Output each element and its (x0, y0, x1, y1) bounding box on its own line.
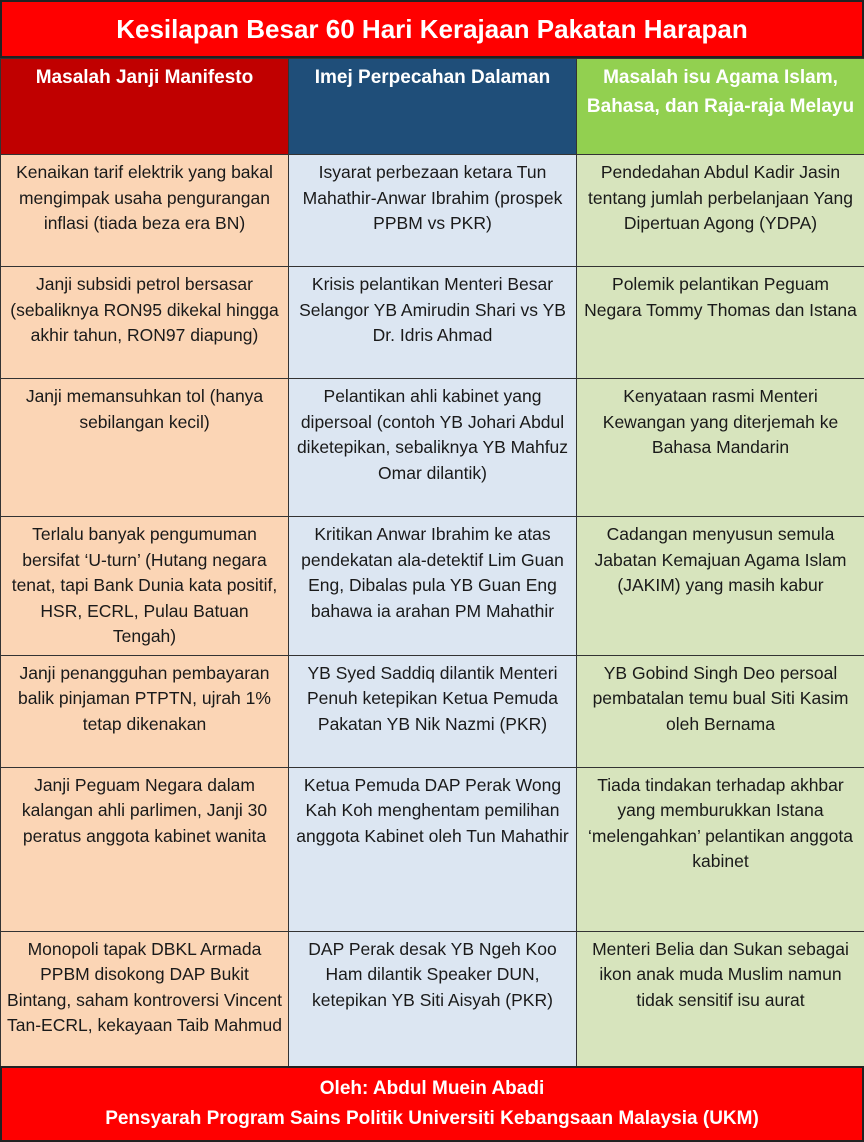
table-header-row (1, 59, 864, 155)
table-cell: Kenyataan rasmi Menteri Kewangan yang diterjemah ke Bahasa Mandarin (577, 379, 864, 517)
comparison-table (0, 58, 864, 1070)
table-cell: Tiada tindakan terhadap akhbar yang memburukkan Istana ‘melengahkan’ pelantikan anggota kabinet (577, 767, 864, 931)
author-name: Oleh: Abdul Muein Abadi (319, 1078, 545, 1099)
table-cell: DAP Perak desak YB Ngeh Koo Ham dilantik Speaker DUN, ketepikan YB Siti Aisyah (PKR) (289, 931, 577, 1069)
table-cell: Terlalu banyak pengumuman bersifat ‘U-turn’ (Hutang negara tenat, tapi Bank Dunia kata positif, HSR, ECRL, Pulau Batuan Tengah) (1, 517, 289, 656)
table-row (1, 379, 864, 517)
page-title: Kesilapan Besar 60 Hari Kerajaan Pakatan Harapan (0, 0, 864, 58)
table-cell: Cadangan menyusun semula Jabatan Kemajuan Agama Islam (JAKIM) yang masih kabur (577, 517, 864, 656)
table-cell: Janji Peguam Negara dalam kalangan ahli parlimen, Janji 30 peratus anggota kabinet wanita (1, 767, 289, 931)
table-cell: Menteri Belia dan Sukan sebagai ikon anak muda Muslim namun tidak sensitif isu aurat (577, 931, 864, 1069)
header-internal-split: Imej Perpecahan Dalaman (289, 59, 577, 155)
table-row (1, 267, 864, 379)
table-row (1, 655, 864, 767)
table-cell: Kenaikan tarif elektrik yang bakal mengimpak usaha pengurangan inflasi (tiada beza era BN) (1, 155, 289, 267)
table-cell: Pendedahan Abdul Kadir Jasin tentang jumlah perbelanjaan Yang Dipertuan Agong (YDPA) (577, 155, 864, 267)
table-row (1, 767, 864, 931)
table-cell: Janji memansuhkan tol (hanya sebilangan kecil) (1, 379, 289, 517)
header-religion-language-royalty: Masalah isu Agama Islam, Bahasa, dan Raja-raja Melayu (577, 59, 864, 155)
table-cell: Polemik pelantikan Peguam Negara Tommy Thomas dan Istana (577, 267, 864, 379)
table-cell: YB Gobind Singh Deo persoal pembatalan temu bual Siti Kasim oleh Bernama (577, 655, 864, 767)
table-cell: Kritikan Anwar Ibrahim ke atas pendekatan ala-detektif Lim Guan Eng, Dibalas pula YB Guan Eng bahawa ia arahan PM Mahathir (289, 517, 577, 656)
author-footer (0, 1066, 864, 1142)
table-cell: Pelantikan ahli kabinet yang dipersoal (contoh YB Johari Abdul diketepikan, sebaliknya YB Mahfuz Omar dilantik) (289, 379, 577, 517)
table-row (1, 155, 864, 267)
table-cell: YB Syed Saddiq dilantik Menteri Penuh ketepikan Ketua Pemuda Pakatan YB Nik Nazmi (PKR) (289, 655, 577, 767)
table-cell: Isyarat perbezaan ketara Tun Mahathir-Anwar Ibrahim (prospek PPBM vs PKR) (289, 155, 577, 267)
table-cell: Ketua Pemuda DAP Perak Wong Kah Koh menghentam pemilihan anggota Kabinet oleh Tun Mahathir (289, 767, 577, 931)
table-cell: Monopoli tapak DBKL Armada PPBM disokong DAP Bukit Bintang, saham kontroversi Vincent Tan-ECRL, kekayaan Taib Mahmud (1, 931, 289, 1069)
table-row (1, 931, 864, 1069)
author-position: Pensyarah Program Sains Politik Universiti Kebangsaan Malaysia (UKM) (105, 1108, 759, 1129)
header-manifesto: Masalah Janji Manifesto (1, 59, 289, 155)
table-cell: Janji penangguhan pembayaran balik pinjaman PTPTN, ujrah 1% tetap dikenakan (1, 655, 289, 767)
table-row (1, 517, 864, 656)
table-cell: Krisis pelantikan Menteri Besar Selangor YB Amirudin Shari vs YB Dr. Idris Ahmad (289, 267, 577, 379)
table-cell: Janji subsidi petrol bersasar (sebaliknya RON95 dikekal hingga akhir tahun, RON97 diapung) (1, 267, 289, 379)
